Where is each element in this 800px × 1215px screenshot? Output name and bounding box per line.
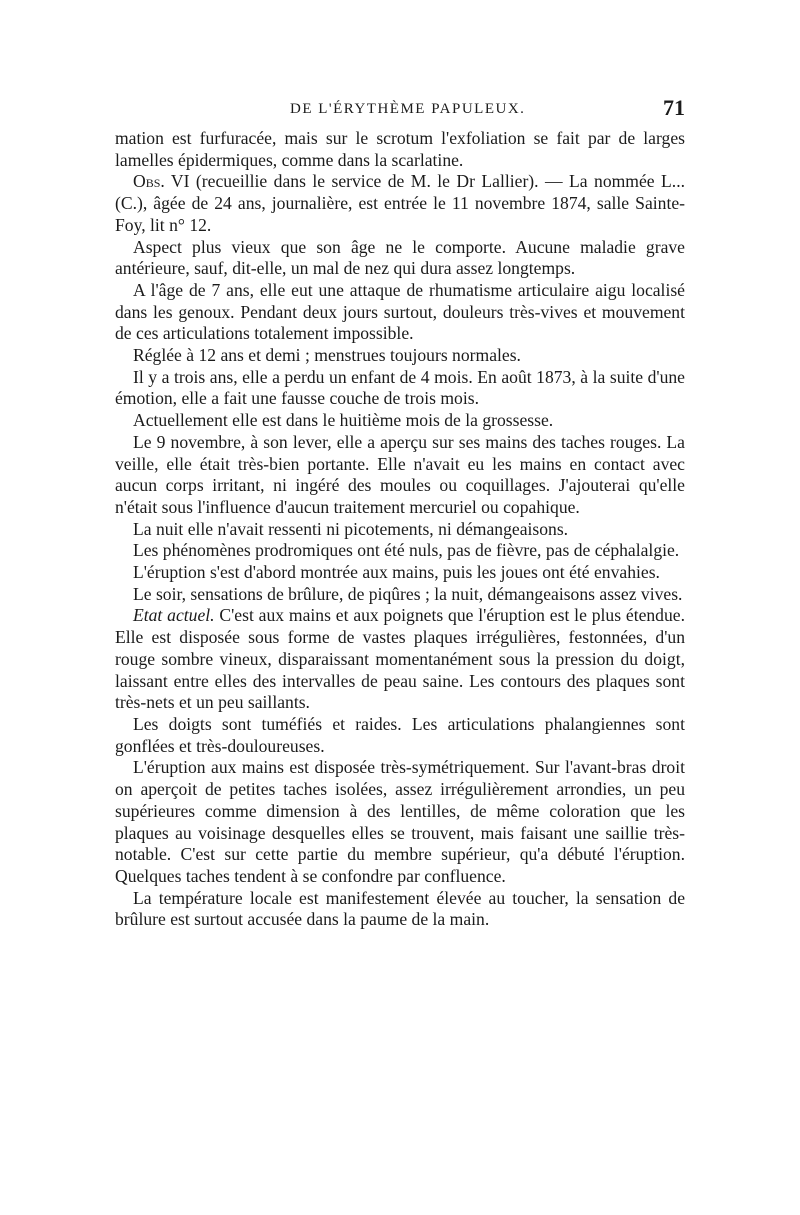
- observation-paragraph: Obs. VI (recueillie dans le service de M. le Dr Lallier). — La nommée L... (C.), âgée de 24 ans, journalière, est entrée le 11 novembre 1874, salle Sainte-Foy, lit n° 12.: [115, 171, 685, 235]
- running-title: DE L'ÉRYTHÈME PAPULEUX.: [290, 101, 526, 117]
- paragraph: La nuit elle n'avait ressenti ni picotements, ni démangeaisons.: [133, 518, 569, 539]
- paragraph: Réglée à 12 ans et demi ; menstrues toujours normales.: [133, 345, 521, 366]
- body-text: [115, 128, 685, 931]
- section-label: Etat actuel.: [133, 605, 215, 626]
- paragraph: Aspect plus vieux que son âge ne le comporte. Aucune maladie grave antérieure, sauf, dit-elle, un mal de nez qui dura assez longtemps.: [115, 236, 685, 279]
- paragraph: La température locale est manifestement élevée au toucher, la sensation de brûlure est surtout accusée dans la paume de la main.: [115, 887, 685, 930]
- paragraph: Il y a trois ans, elle a perdu un enfant de 4 mois. En août 1873, à la suite d'une émotion, elle a fait une fausse couche de trois mois.: [115, 366, 685, 409]
- paragraph: L'éruption s'est d'abord montrée aux mains, puis les joues ont été envahies.: [133, 562, 660, 583]
- etat-actuel-paragraph: Etat actuel. C'est aux mains et aux poignets que l'éruption est le plus étendue. Elle est disposée sous forme de vastes plaques irrégulières, festonnées, d'un rouge sombre vineux, disparaissant momentanément sous la pression du doigt, laissant entre elles des intervalles de peau saine. Les contours des plaques sont très-nets et un peu saillants.: [115, 605, 685, 713]
- page-header: [115, 97, 685, 125]
- paragraph: Le soir, sensations de brûlure, de piqûres ; la nuit, démangeaisons assez vives.: [133, 583, 683, 604]
- paragraph: Les doigts sont tuméfiés et raides. Les articulations phalangiennes sont gonflées et très-douloureuses.: [115, 713, 685, 756]
- paragraph: Le 9 novembre, à son lever, elle a aperçu sur ses mains des taches rouges. La veille, elle était très-bien portante. Elle n'avait eu les mains en contact avec aucun corps irritant, ni ingéré des moules ou coquillages. J'ajouterai qu'elle n'était sous l'influence d'aucun traitement mercuriel ou copahique.: [115, 431, 685, 517]
- paragraph: mation est furfuracée, mais sur le scrotum l'exfoliation se fait par de larges lamelles épidermiques, comme dans la scarlatine.: [115, 128, 685, 170]
- paragraph: Les phénomènes prodromiques ont été nuls, pas de fièvre, pas de céphalalgie.: [133, 540, 680, 561]
- paragraph: A l'âge de 7 ans, elle eut une attaque de rhumatisme articulaire aigu localisé dans les genoux. Pendant deux jours surtout, douleurs très-vives et mouvement de ces articulations totalement impossible.: [115, 279, 685, 344]
- observation-label: Obs.: [133, 171, 165, 192]
- paragraph: Actuellement elle est dans le huitième mois de la grossesse.: [133, 410, 554, 431]
- page-number: 71: [663, 95, 685, 120]
- paragraph: L'éruption aux mains est disposée très-symétriquement. Sur l'avant-bras droit on aperçoit de petites taches isolées, assez irrégulièrement arrondies, un peu supérieures comme dimension à des lentilles, de même coloration que les plaques au voisinage desquelles elles se trouvent, mais faisant une saillie très-notable. C'est sur cette partie du membre supérieur, qu'a débuté l'éruption. Quelques taches tendent à se confondre par confluence.: [115, 757, 685, 886]
